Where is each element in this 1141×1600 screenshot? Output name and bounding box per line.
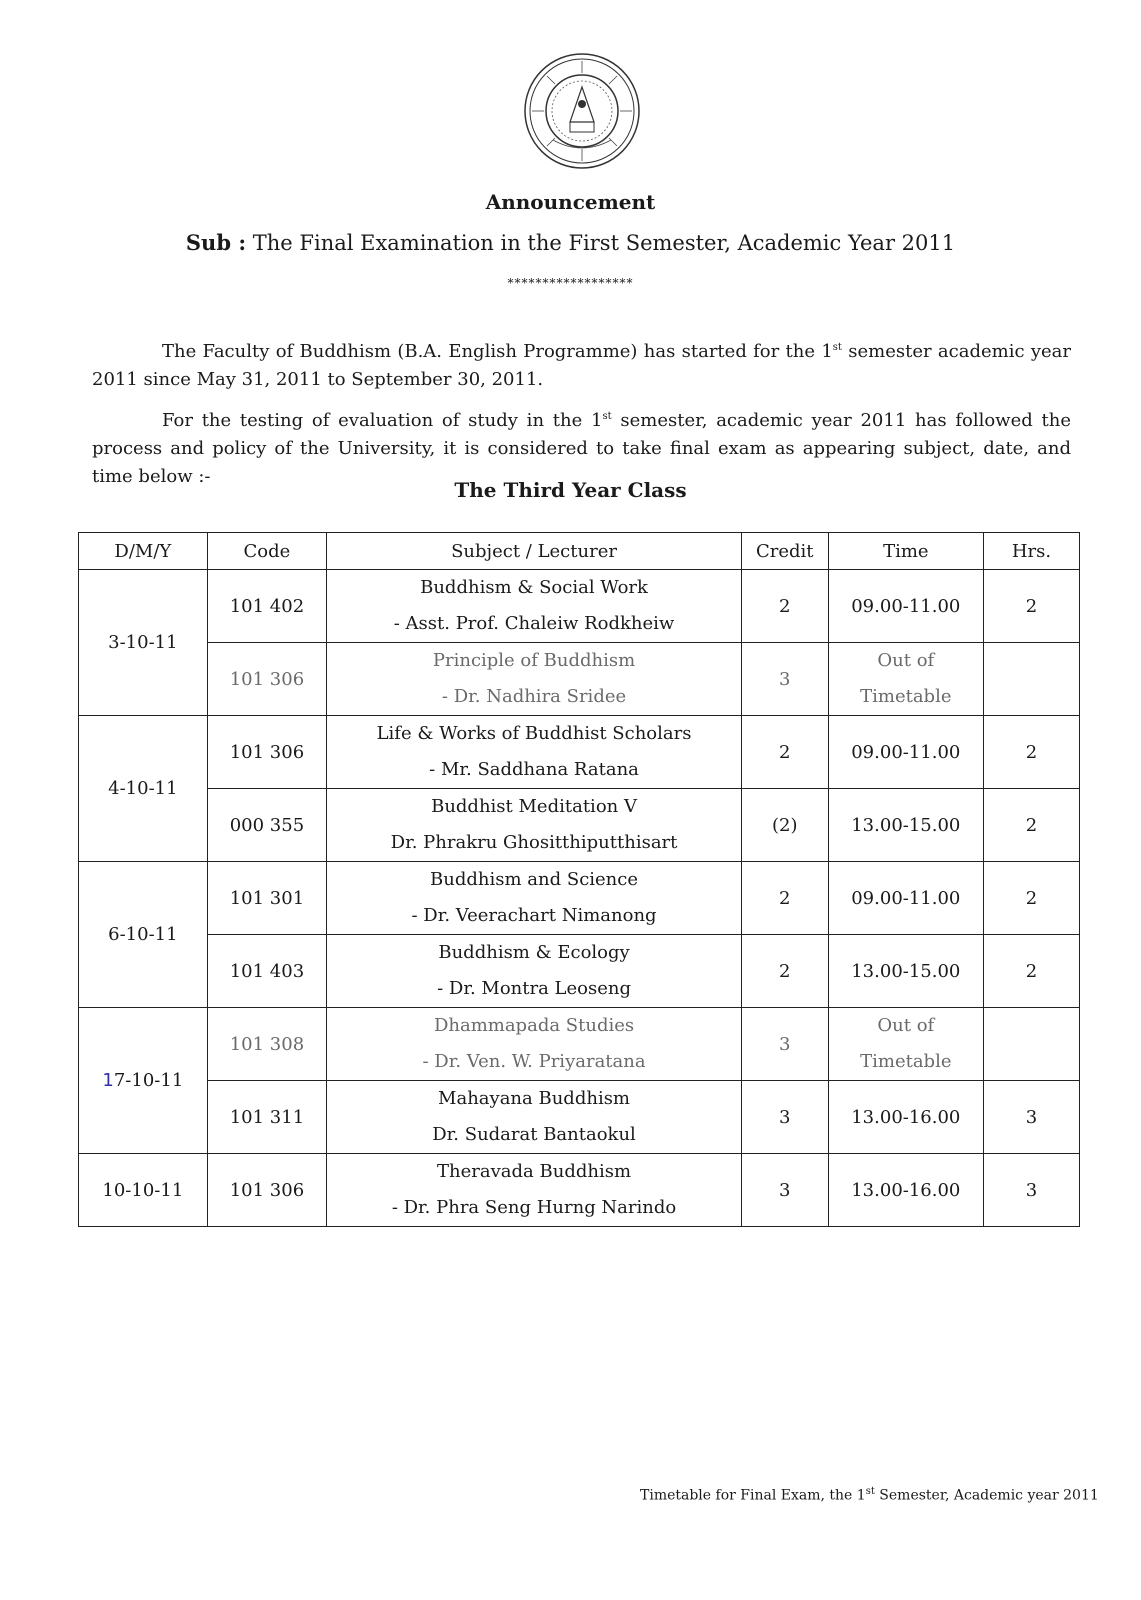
table-header-row — [79, 533, 1080, 570]
class-title: The Third Year Class — [454, 478, 687, 502]
code-cell: 101 301 — [207, 862, 327, 935]
table-row — [79, 1008, 1080, 1081]
subject-cell: Principle of Buddhism - Dr. Nadhira Sridee — [327, 643, 742, 716]
hours-cell: 3 — [983, 1154, 1079, 1227]
time-cell: 09.00-11.00 — [828, 862, 983, 935]
time-cell: Out of Timetable — [828, 1008, 983, 1081]
code-cell: 000 355 — [207, 789, 327, 862]
hours-cell — [983, 643, 1079, 716]
time-cell: 09.00-11.00 — [828, 570, 983, 643]
subject-cell: Mahayana Buddhism Dr. Sudarat Bantaokul — [327, 1081, 742, 1154]
table-row — [79, 643, 1080, 716]
time-cell: 13.00-16.00 — [828, 1081, 983, 1154]
hours-cell: 2 — [983, 570, 1079, 643]
subject-cell: Buddhism & Social Work - Asst. Prof. Chaleiw Rodkheiw — [327, 570, 742, 643]
time-cell: 09.00-11.00 — [828, 716, 983, 789]
header-hours: Hrs. — [983, 533, 1079, 570]
code-cell: 101 308 — [207, 1008, 327, 1081]
table-row — [79, 789, 1080, 862]
header-code: Code — [207, 533, 327, 570]
header-date: D/M/Y — [79, 533, 208, 570]
code-cell: 101 306 — [207, 1154, 327, 1227]
table-row — [79, 1081, 1080, 1154]
hours-cell: 3 — [983, 1081, 1079, 1154]
handwritten-correction: 1 — [102, 1070, 114, 1091]
subject-cell: Buddhism and Science - Dr. Veerachart Nimanong — [327, 862, 742, 935]
footer-note: Timetable for Final Exam, the 1st Semester, Academic year 2011 — [640, 1486, 1099, 1504]
time-cell: 13.00-15.00 — [828, 789, 983, 862]
header-credit: Credit — [741, 533, 828, 570]
date-cell: 10-10-11 — [79, 1154, 208, 1227]
credit-cell: 2 — [741, 570, 828, 643]
subject-text: The Final Examination in the First Semester, Academic Year 2011 — [252, 231, 956, 255]
credit-cell: 2 — [741, 716, 828, 789]
credit-cell: 2 — [741, 862, 828, 935]
subject-cell: Buddhist Meditation V Dr. Phrakru Ghositthiputthisart — [327, 789, 742, 862]
credit-cell: 2 — [741, 935, 828, 1008]
table-row — [79, 862, 1080, 935]
date-cell: 17-10-11 — [79, 1008, 208, 1154]
subject-cell: Buddhism & Ecology - Dr. Montra Leoseng — [327, 935, 742, 1008]
credit-cell: 3 — [741, 643, 828, 716]
code-cell: 101 403 — [207, 935, 327, 1008]
hours-cell: 2 — [983, 716, 1079, 789]
subject-cell: Dhammapada Studies - Dr. Ven. W. Priyaratana — [327, 1008, 742, 1081]
credit-cell: (2) — [741, 789, 828, 862]
university-seal — [523, 52, 641, 170]
separator: ****************** — [507, 276, 634, 290]
credit-cell: 3 — [741, 1081, 828, 1154]
credit-cell: 3 — [741, 1154, 828, 1227]
date-cell: 4-10-11 — [79, 716, 208, 862]
announcement-subject — [0, 230, 1141, 255]
table-row — [79, 716, 1080, 789]
paragraph-intro: The Faculty of Buddhism (B.A. English Programme) has started for the 1st semester academic year 2011 since May 31, 2011 to September 30, 2011. — [92, 341, 1071, 390]
time-cell: 13.00-16.00 — [828, 1154, 983, 1227]
time-cell: Out of Timetable — [828, 643, 983, 716]
code-cell: 101 306 — [207, 716, 327, 789]
paragraph-policy: For the testing of evaluation of study in the 1st semester, academic year 2011 has followed the process and policy of the University, it is considered to take final exam as appearing subject, date, and time below :- — [92, 410, 1071, 487]
hours-cell — [983, 1008, 1079, 1081]
code-cell: 101 402 — [207, 570, 327, 643]
header-subject: Subject / Lecturer — [327, 533, 742, 570]
header-time: Time — [828, 533, 983, 570]
subject-label: Sub : — [185, 230, 247, 255]
subject-cell: Theravada Buddhism - Dr. Phra Seng Hurng Narindo — [327, 1154, 742, 1227]
hours-cell: 2 — [983, 789, 1079, 862]
table-row — [79, 935, 1080, 1008]
table-row — [79, 1154, 1080, 1227]
code-cell: 101 306 — [207, 643, 327, 716]
code-cell: 101 311 — [207, 1081, 327, 1154]
hours-cell: 2 — [983, 862, 1079, 935]
date-cell: 6-10-11 — [79, 862, 208, 1008]
time-cell: 13.00-15.00 — [828, 935, 983, 1008]
hours-cell: 2 — [983, 935, 1079, 1008]
date-cell: 3-10-11 — [79, 570, 208, 716]
table-row — [79, 570, 1080, 643]
announcement-title: Announcement — [485, 190, 656, 214]
credit-cell: 3 — [741, 1008, 828, 1081]
subject-cell: Life & Works of Buddhist Scholars - Mr. Saddhana Ratana — [327, 716, 742, 789]
exam-schedule-table — [78, 532, 1080, 1227]
